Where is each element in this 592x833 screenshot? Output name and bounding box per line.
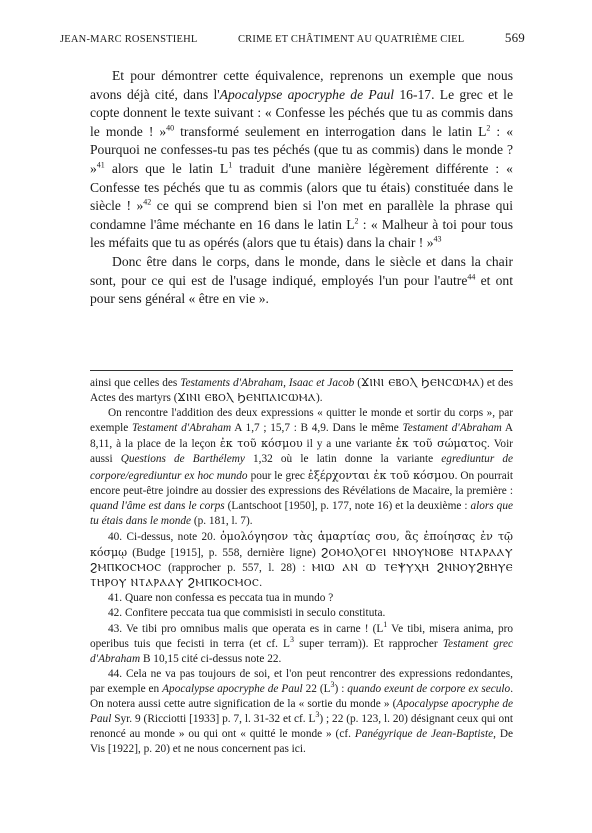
title-italic: Questions de Barthélemy — [120, 453, 245, 466]
text-run: (Lantschoot [1950], p. 177, note 16) et la deuxième : — [224, 499, 471, 512]
text-run: Ve tibi, misera anima, pro operibus tuis que fecisti in terra (et cf. L — [90, 622, 513, 650]
footnote-44 — [90, 667, 513, 758]
main-text — [90, 67, 513, 309]
text-run: . On notera aussi cette autre signification de la « sortie du monde » ( — [90, 682, 514, 710]
text-run: super terram)). Et rapprocher — [293, 637, 443, 650]
title-italic: Testament d'Abraham — [402, 422, 502, 435]
text-run: (rapprocher p. 557, l. 28) : — [161, 562, 312, 575]
text-run: 43. Ve tibi pro omnibus malis que operata es in carne ! (L — [108, 622, 384, 635]
text-run: , De Vis [1922], p. 20) et ne nous concernent pas ici. — [90, 728, 513, 756]
superscript: 3 — [315, 710, 320, 720]
text-run: (p. 181, l. 7). — [191, 514, 253, 527]
text-run: et ont pour sens général « être en vie ». — [90, 272, 513, 307]
title-italic: Apocalypse apocryphe de Paul — [90, 697, 513, 726]
footnotes — [90, 376, 513, 757]
header-author: JEAN-MARC ROSENSTIEHL — [60, 34, 198, 45]
text-run: 44. Cela ne va pas toujours de soi, et l'on peut rencontrer des expressions redondantes, par exemple en — [90, 667, 513, 695]
text-run: A 8,11, à la place de la leçon — [90, 422, 514, 451]
footnote-41: 41. Quare non confessa es peccata tua in mundo ? — [108, 592, 334, 605]
greek-text: ἐξέρχονται ἐκ τοῦ κόσμου — [307, 468, 455, 482]
coptic-text: ϪⲒⲚⲒ ⲈⲂⲞⲖ ϦⲈⲚⲠⲀⲒⲤⲰⲘⲀ — [177, 392, 316, 405]
text-run: Syr. 9 (Ricciotti [1933] p. 7, l. 31-32 et cf. L — [111, 713, 316, 726]
text-run: ainsi que celles des — [90, 377, 181, 389]
text-run: : « Malheur à toi pour tous les méfaits que tu as opérés (alors que tu étais) dans la chair ! » — [90, 216, 513, 251]
footnote-paragraph — [90, 406, 513, 529]
text-run: (Budge [1915], p. 558, dernière ligne) — [127, 547, 321, 560]
text-run: ) ; 22 (p. 123, l. 20) désignant ceux qui ont renoncé au monde » ou qui ont « quitté le monde » (cf. — [90, 713, 513, 741]
footnote-42: 42. Confitere peccata tua que commisisti in seculo constituta. — [108, 607, 386, 620]
text-run: . — [259, 577, 263, 590]
footnote-ref: 41 — [96, 160, 105, 170]
page-number: 569 — [504, 30, 525, 45]
coptic-text: ⲘⲒⲰ ⲀⲚ Ⲱ ⲦⲈⲮⲨⲬⲎ ϨⲚⲚⲞⲨϨⲂⲎⲨⲈ ⲦⲎⲢⲞⲨ ⲚⲦⲀⲢⲀⲀⲨ ϨⲘⲠⲔⲞⲤⲘⲞⲤ — [90, 562, 514, 590]
text-run: Donc être dans le corps, dans le monde, dans le siècle et dans la chair sont, pour ce qui est de l'usage indiqué, employés l'un pour l'autre — [90, 253, 513, 288]
text-run: il y a une variante — [302, 438, 396, 451]
superscript: 1 — [383, 619, 388, 629]
text-run: 1,32 où le latin donne la variante — [244, 453, 442, 466]
title-italic: Apocalypse apocryphe de Paul — [219, 86, 395, 102]
footnote-40 — [90, 529, 513, 591]
text-run: : « Pourquoi ne confesses-tu pas tes péchés (que tu as commis) dans le monde ? » — [90, 123, 514, 176]
text-run: ). — [316, 392, 323, 405]
quote-italic: alors que tu étais dans le monde — [90, 499, 513, 527]
footnote-ref: 40 — [166, 123, 175, 133]
latin-italic: egrediuntur de corpore/egrediuntur ex hoc mundo — [90, 453, 514, 482]
superscript: 1 — [228, 160, 233, 170]
greek-text: ὁμολόγησον τὰς ἁμαρτίας σου, ἃς ἐποίησας ἐν τῷ κόσμῳ — [90, 529, 513, 560]
latin-italic: quando exeunt de corpore ex seculo — [347, 682, 511, 695]
text-run: 22 (L — [302, 682, 331, 695]
body-paragraph-2 — [90, 253, 513, 309]
title-italic: Panégyrique de Jean-Baptiste — [354, 728, 494, 741]
greek-text: ἐκ τοῦ σώματος — [395, 437, 487, 451]
text-run: traduit d'une manière légèrement différente : « Confesse tes péchés que tu as commis (alors que tu étais) constituée dans le siècle ! » — [90, 160, 513, 214]
greek-text: ἐκ τοῦ κόσμου — [219, 437, 303, 451]
title-italic: Apocalypse apocryphe de Paul — [162, 682, 303, 695]
footnote-ref: 42 — [143, 197, 152, 207]
title-italic: Testaments d'Abraham, Isaac et Jacob — [180, 377, 355, 389]
footnote-ref: 43 — [433, 234, 442, 244]
text-run: B 10,15 cité ci-dessus note 22. — [140, 652, 282, 665]
text-run: transformé seulement en interrogation dans le latin L — [174, 123, 487, 139]
superscript: 2 — [486, 123, 491, 133]
text-run: 40. Ci-dessus, note 20. — [108, 530, 221, 543]
title-italic: Testament d'Abraham — [131, 422, 232, 435]
header-title: CRIME ET CHÂTIMENT AU QUATRIÈME CIEL — [237, 34, 465, 45]
quote-italic: quand l'âme est dans le corps — [90, 499, 225, 512]
text-run: ) : — [334, 682, 348, 695]
title-italic: Testament grec d'Abraham — [90, 637, 513, 665]
footnote-continuation — [90, 376, 513, 406]
text-run: A 1,7 ; 15,7 : B 4,9. Dans le même — [231, 422, 403, 435]
footnote-43 — [90, 619, 513, 667]
body-paragraph-1 — [90, 67, 513, 253]
text-run: Et pour démontrer cette équivalence, reprenons un exemple que nous avons déjà cité, dans l' — [90, 68, 513, 102]
superscript: 2 — [354, 216, 359, 226]
text-run: . Voir aussi — [90, 438, 513, 466]
text-run: ce qui se comprend bien si l'on met en parallèle la phrase qui condamne l'âme méchante en 16 dans le latin L — [90, 198, 513, 232]
coptic-text: ϪⲒⲚⲒ ⲈⲂⲞⲖ ϦⲈⲚⲤⲰⲘⲀ — [361, 377, 481, 389]
running-header — [60, 30, 525, 46]
text-run: 16-17. Le grec et le copte donnent le texte suivant : « Confesse les péchés que tu as commis dans le monde ! » — [90, 86, 513, 139]
text-run: . On pourrait encore peut-être joindre au dossier des expressions des Révélations de Macaire, la première : — [90, 469, 513, 497]
text-run: On rencontre l'addition des deux expressions « quitter le monde et sortir du corps », par exemple — [90, 407, 513, 435]
footnote-separator — [90, 370, 513, 371]
coptic-text: ϨⲞⲘⲞⲖⲞⲄⲈⲒ ⲚⲚⲞⲨⲚⲞⲂⲈ ⲚⲦⲀⲢⲀⲀⲨ ϨⲘⲠⲔⲞⲤⲘⲞⲤ — [90, 547, 514, 575]
text-run: pour le grec — [247, 469, 308, 482]
text-run: ) et des Actes des martyrs ( — [90, 377, 514, 405]
superscript: 3 — [330, 680, 335, 690]
superscript: 3 — [289, 634, 294, 644]
footnote-ref: 44 — [467, 272, 476, 281]
text-run: alors que le latin L — [104, 160, 229, 176]
text-run: ( — [354, 377, 362, 389]
